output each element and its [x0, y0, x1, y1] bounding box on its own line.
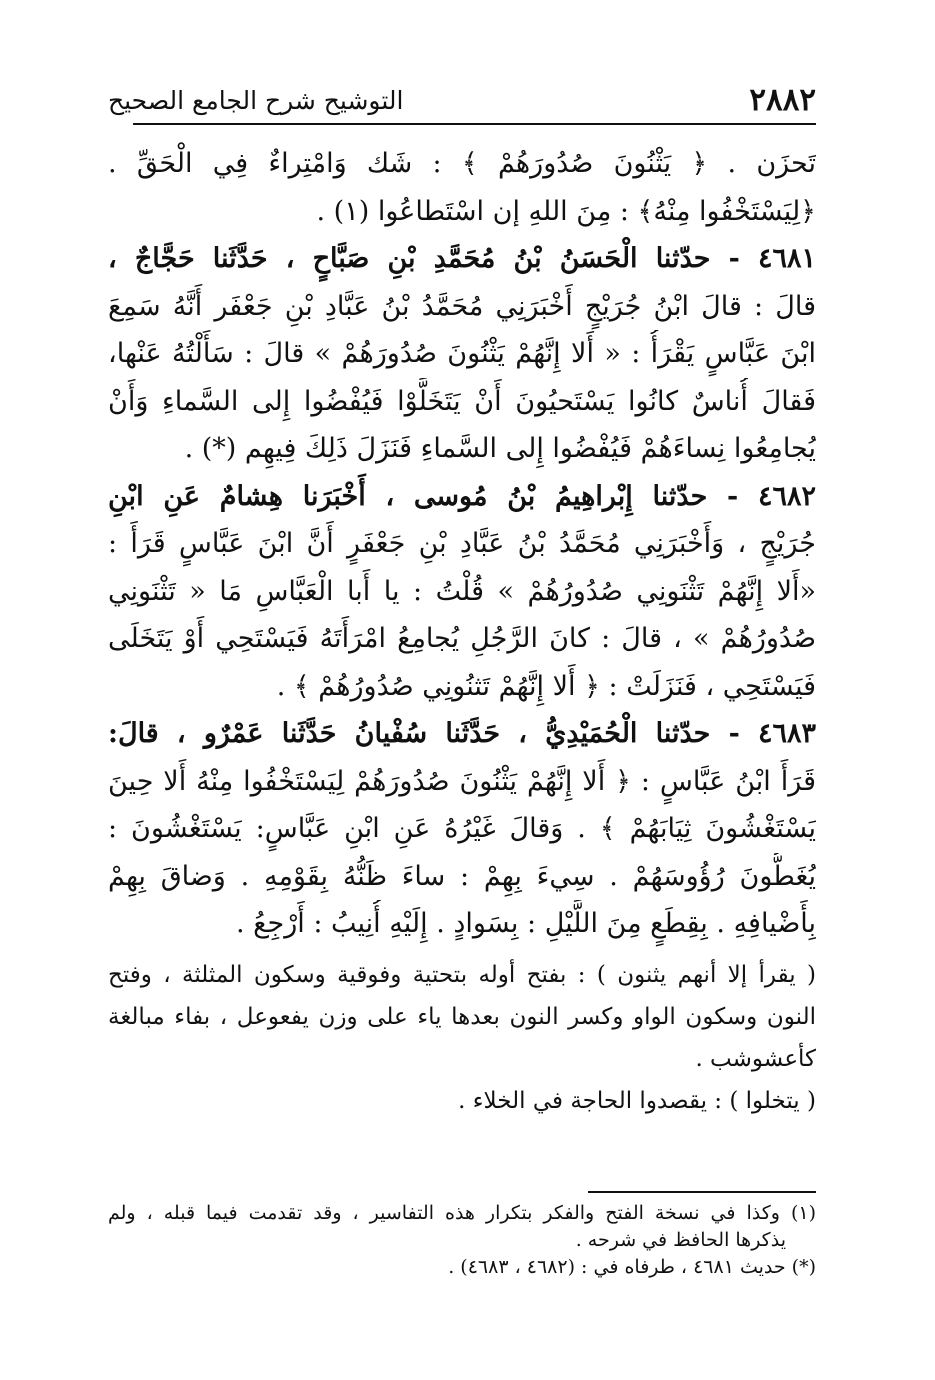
- text-line: ابْنَ عَبَّاسٍ يَقْرَأُ : « أَلا إِنَّهُمْ يَثْنُونَ صُدُورَهُمْ » قالَ : سَأَلْتُهُ عَنْها،: [108, 338, 816, 369]
- hadith-4681-line: ٤٦٨١ - حدّثنا الْحَسَنُ بْنُ مُحَمَّدِ بْنِ صَبَّاحٍ ، حَدَّثَنا حَجَّاجٌ ،: [108, 243, 816, 274]
- text-line: قَرَأَ ابْنُ عَبَّاسٍ : ﴿ أَلا إِنَّهُمْ يَثْنُونَ صُدُورَهُمْ لِيَسْتَخْفُوا مِنْهُ أَلا حِينَ: [108, 765, 816, 797]
- footnote-star: (*) حديث ٤٦٨١ ، طرفاه في : (٤٦٨٢ ، ٤٦٨٣) .: [448, 1256, 816, 1278]
- commentary-line: ( يقرأ إلا أنهم يثنون ) : بفتح أوله بتحتية وفوقية وسكون المثلثة ، وفتح: [108, 961, 816, 988]
- page-header: [108, 82, 816, 122]
- text-line: قالَ : قالَ ابْنُ جُرَيْجٍ أَخْبَرَنِي مُحَمَّدُ بْنُ عَبَّادِ بْنِ جَعْفَر أَنَّهُ سَمِعَ: [108, 290, 816, 322]
- text-line: «أَلا إِنَّهُمْ تَثْنَونِي صُدُورُهُمْ » قُلْتُ : يا أَبا الْعَبَّاسِ مَا « تَثْنَونِي: [108, 575, 816, 607]
- footnotes: [108, 1200, 816, 1281]
- commentary-line: كأعشوشب .: [695, 1045, 816, 1072]
- running-title: التوشيح شرح الجامع الصحيح: [108, 86, 404, 115]
- text-line: يَسْتَغْشُونَ ثِيَابَهُمْ ﴾ . وَقالَ غَيْرُهُ عَنِ ابْنِ عَبَّاسٍ: يَسْتَغْشُونَ :: [108, 813, 816, 844]
- text-line: يُجامِعُوا نِساءَهُمْ فَيُفْضُوا إِلى السَّماءِ فَنَزَلَ ذَلِكَ فِيهِم (*) .: [184, 433, 816, 464]
- footnote-1: (١) وكذا في نسخة الفتح والفكر بتكرار هذه التفاسير ، وقد تقدمت فيما قبله ، ولم: [108, 1202, 816, 1224]
- text-line: فَيَسْتَحِي ، فَنَزَلَتْ : ﴿ أَلا إِنَّهُمْ تَثنُونِي صُدُورُهُمْ ﴾ .: [276, 670, 816, 702]
- main-text: [108, 140, 816, 1122]
- text-line: جُرَيْجٍ ، وَأَخْبَرَنِي مُحَمَّدُ بْنُ عَبَّادِ بْنِ جَعْفَرٍ أَنَّ ابْنَ عَبَّاسٍ قَرَأَ :: [108, 528, 816, 559]
- text-line: صُدُورُهُمْ » ، قالَ : كانَ الرَّجُلِ يُجامِعُ امْرَأَتَهُ فَيَسْتَحِي أَوْ يَتَخَلَى: [108, 623, 816, 654]
- text-line: فَقالَ أُناسٌ كانُوا يَسْتَحيُونَ أَنْ يَتَخَلَّوْا فَيُفْضُوا إِلى السَّماءِ وَأَنْ: [108, 385, 816, 417]
- footnote-1-continued: يذكرها الحافظ في شرحه .: [575, 1229, 786, 1251]
- text-line: يُغَطُّونَ رُؤُوسَهُمْ . سِيءَ بِهِمْ : ساءَ ظَنُّهُ بِقَوْمِهِ . وَضاقَ بِهِمْ: [108, 860, 816, 892]
- commentary: [108, 954, 816, 1122]
- commentary-line: النون وسكون الواو وكسر النون بعدها ياء على وزن يفعوعل ، بفاء مبالغة: [108, 1003, 816, 1030]
- hadith-4683-line: ٤٦٨٣ - حدّثنا الْحُمَيْدِيُّ ، حَدَّثَنا سُفْيانُ حَدَّثَنا عَمْرٌو ، قالَ:: [108, 718, 816, 749]
- hadith-4682-line: ٤٦٨٢ - حدّثنا إِبْراهِيمُ بْنُ مُوسى ، أَخْبَرَنا هِشامٌ عَنِ ابْنِ: [108, 480, 816, 512]
- header-rule: [133, 123, 816, 125]
- text-line: تَحزَن . ﴿ يَثْنُونَ صُدُورَهُمْ ﴾ : شَك وَامْتِراءٌ فِي الْحَقِّ .: [108, 148, 816, 179]
- text-line: ﴿لِيَسْتَخْفُوا مِنْهُ﴾ : مِنَ اللهِ إن اسْتَطاعُوا (١) .: [316, 195, 816, 227]
- page-number: ٢٨٨٢: [749, 82, 816, 118]
- commentary-line: ( يتخلوا ) : يقصدوا الحاجة في الخلاء .: [458, 1087, 816, 1114]
- footnote-rule: [588, 1191, 816, 1193]
- text-line: بِأَضْيافِهِ . بِقِطَعٍ مِنَ اللَّيْلِ : بِسَوادٍ . إِلَيْهِ أُنِيبُ : أَرْجِعُ .: [235, 908, 816, 939]
